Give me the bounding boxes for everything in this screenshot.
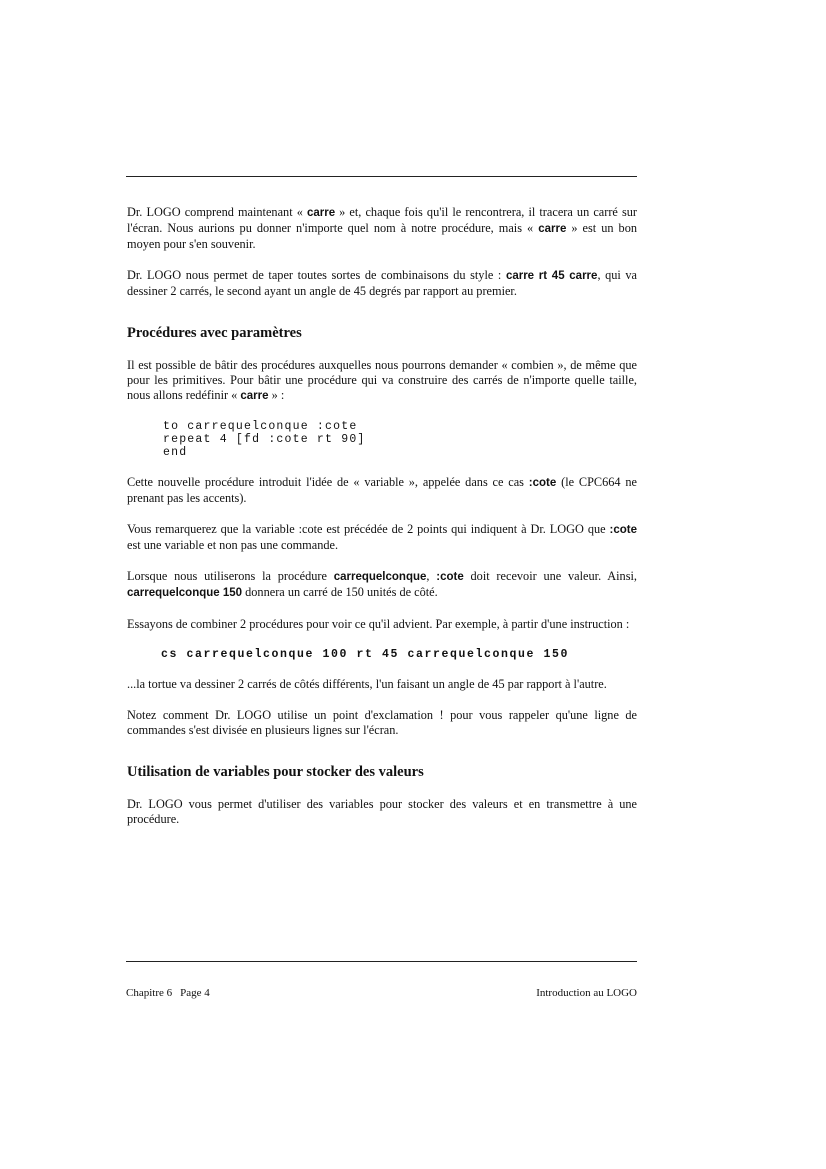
footer-left: [126, 987, 218, 999]
paragraph: Cette nouvelle procédure introduit l'idée de « variable », appelée dans ce cas :cote (le CPC664 ne prenant pas les accents).: [127, 475, 637, 505]
keyword: carre: [240, 390, 269, 402]
paragraph: ...la tortue va dessiner 2 carrés de côtés différents, l'un faisant un angle de 45 par rapport à l'autre.: [127, 677, 607, 691]
section-heading: Utilisation de variables pour stocker des valeurs: [127, 764, 424, 780]
keyword: carre rt 45 carre: [505, 270, 598, 282]
paragraph: Notez comment Dr. LOGO utilise un point d'exclamation ! pour vous rappeler qu'une ligne de commandes s'est divisée en plusieurs lignes sur l'écran.: [127, 708, 637, 737]
code-block: [163, 420, 637, 459]
footer-title: Introduction au LOGO: [536, 987, 637, 999]
keyword: carre: [538, 223, 567, 235]
code-block: [161, 648, 637, 661]
paragraph: Il est possible de bâtir des procédures auxquelles nous pourrons demander « combien », de même que pour les primitives. Pour bâtir une procédure qui va construire des carrés de n'importe quelle taille, nous allons redéfinir « carre » :: [127, 358, 637, 402]
footer-rule: [126, 961, 637, 962]
header-rule: [126, 176, 637, 177]
paragraph: Vous remarquerez que la variable :cote est précédée de 2 points qui indiquent à Dr. LOGO que :cote est une variable et non pas une commande.: [127, 522, 637, 552]
paragraph: Lorsque nous utiliserons la procédure carrequelconque, :cote doit recevoir une valeur. Ainsi, carrequelconque 150 donnera un carré de 150 unités de côté.: [127, 569, 637, 599]
paragraph: Dr. LOGO comprend maintenant « carre » et, chaque fois qu'il le rencontrera, il tracera un carré sur l'écran. Nous aurions pu donner n'importe quel nom à notre procédure, mais « carre » est un bon moyen pour s'en souvenir.: [127, 205, 637, 251]
paragraph: Dr. LOGO nous permet de taper toutes sortes de combinaisons du style : carre rt 45 carre, qui va dessiner 2 carrés, le second ayant un angle de 45 degrés par rapport au premier.: [127, 268, 638, 298]
code-line: repeat 4 [fd :cote rt 90]: [163, 433, 366, 446]
keyword: :cote: [436, 571, 464, 583]
paragraph: Essayons de combiner 2 procédures pour voir ce qu'il advient. Par exemple, à partir d'une instruction :: [127, 617, 630, 631]
keyword: carrequelconque 150: [127, 587, 243, 599]
keyword: :cote: [609, 524, 637, 536]
footer-chapter: Chapitre 6: [126, 987, 173, 999]
code-line: to carrequelconque :cote: [163, 420, 358, 433]
code-line: end: [163, 446, 188, 459]
keyword: carrequelconque: [333, 571, 427, 583]
page-footer: [126, 987, 637, 999]
keyword: :cote: [528, 477, 557, 489]
page-body: [127, 205, 637, 843]
paragraph: Dr. LOGO vous permet d'utiliser des variables pour stocker des valeurs et en transmettre à une procédure.: [127, 797, 637, 826]
section-heading: Procédures avec paramètres: [127, 325, 302, 341]
footer-page: Page 4: [180, 987, 210, 999]
keyword: carre: [306, 207, 336, 219]
code-line: cs carrequelconque 100 rt 45 carrequelconque 150: [161, 648, 570, 661]
